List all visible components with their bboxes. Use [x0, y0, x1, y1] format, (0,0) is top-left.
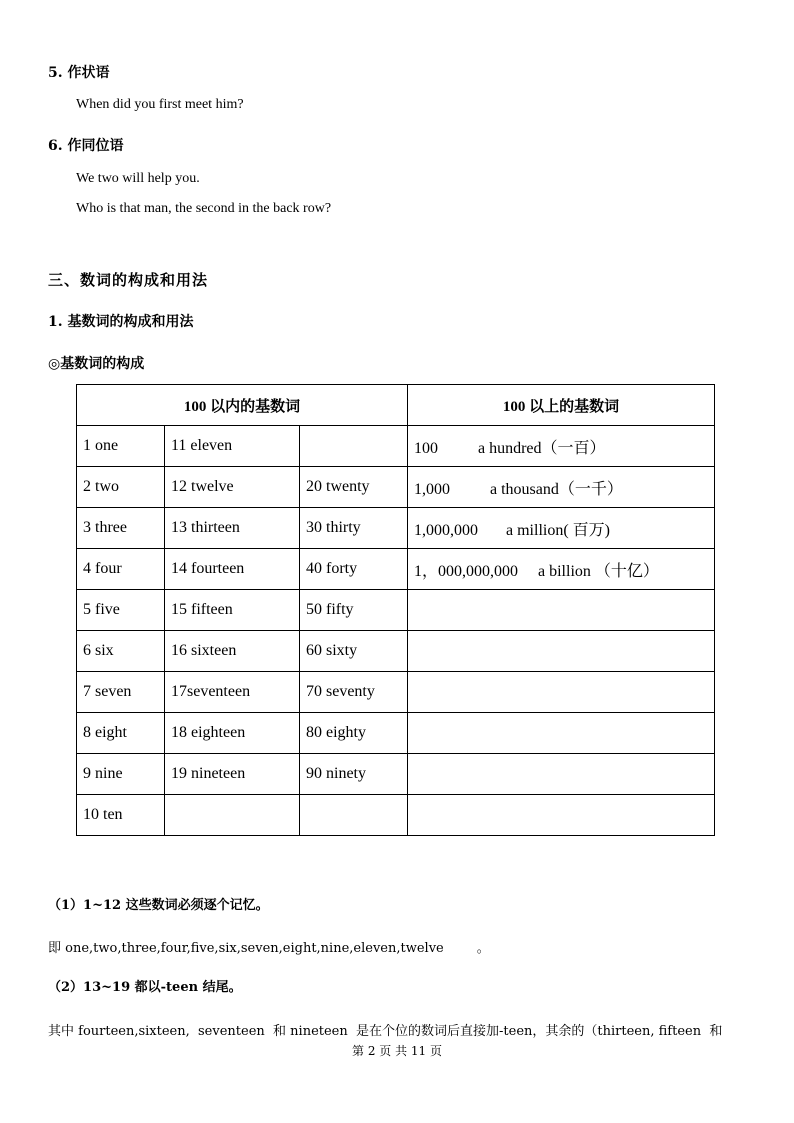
table-cell: 40 forty: [300, 549, 408, 590]
table-cell: 20 twenty: [300, 467, 408, 508]
table-cell: 15 fifteen: [165, 590, 300, 631]
table-cell: 1，000,000,000 a billion （十亿）: [408, 549, 715, 590]
table-cell: 14 fourteen: [165, 549, 300, 590]
table-cell: [408, 590, 715, 631]
table-row: [77, 590, 715, 631]
table-cell: [300, 795, 408, 836]
heading-item-5: 5. 作状语: [48, 65, 110, 81]
table-cell: [408, 795, 715, 836]
note-1-body: 即 one,two,three,four,five,six,seven,eight,nine,eleven,twelve 。: [48, 941, 490, 956]
table-cell: 11 eleven: [165, 426, 300, 467]
table-cell: 50 fifty: [300, 590, 408, 631]
sub-sub-title: ◎基数词的构成: [48, 356, 145, 372]
table-cell: 60 sixty: [300, 631, 408, 672]
table-cell: 80 eighty: [300, 713, 408, 754]
table-cell: 1 one: [77, 426, 165, 467]
table-cell: 18 eighteen: [165, 713, 300, 754]
table-row: [77, 631, 715, 672]
table-cell: [408, 713, 715, 754]
table-row: [77, 672, 715, 713]
table-cell: 19 nineteen: [165, 754, 300, 795]
table-cell: 100 a hundred（一百）: [408, 426, 715, 467]
table-cell: 10 ten: [77, 795, 165, 836]
sentence-item-5: When did you first meet him?: [76, 97, 244, 112]
table-cell: 7 seven: [77, 672, 165, 713]
table-cell: 5 five: [77, 590, 165, 631]
note-1-heading: （1）1~12 这些数词必须逐个记忆。: [48, 898, 269, 913]
table-row: [77, 795, 715, 836]
sentence-item-6a: We two will help you.: [76, 171, 200, 186]
table-cell: 1,000,000 a million( 百万): [408, 508, 715, 549]
cardinal-number-table: [76, 384, 715, 836]
table-header-row: [77, 385, 715, 426]
table-header-left: 100 以内的基数词: [77, 385, 408, 426]
sentence-item-6b: Who is that man, the second in the back row?: [76, 201, 332, 216]
table-cell: 70 seventy: [300, 672, 408, 713]
table-cell: [165, 795, 300, 836]
section-title: 三、数词的构成和用法: [48, 271, 209, 289]
sub-title: 1. 基数词的构成和用法: [48, 314, 194, 330]
table-row: [77, 549, 715, 590]
table-cell: 2 two: [77, 467, 165, 508]
table-cell: [408, 631, 715, 672]
table-cell: 1,000 a thousand（一千）: [408, 467, 715, 508]
note-2-heading: （2）13~19 都以-teen 结尾。: [48, 980, 242, 995]
table-cell: 12 twelve: [165, 467, 300, 508]
table-cell: 90 ninety: [300, 754, 408, 795]
table-cell: 6 six: [77, 631, 165, 672]
table-cell: [408, 754, 715, 795]
table-cell: 4 four: [77, 549, 165, 590]
table-cell: 30 thirty: [300, 508, 408, 549]
table-row: [77, 508, 715, 549]
table-header-right: 100 以上的基数词: [408, 385, 715, 426]
table-cell: 3 three: [77, 508, 165, 549]
table-cell: 8 eight: [77, 713, 165, 754]
table-row: [77, 754, 715, 795]
page-footer: 第 2 页 共 11 页: [352, 1044, 442, 1058]
table-row: [77, 467, 715, 508]
table-cell: 9 nine: [77, 754, 165, 795]
note-2-body: 其中 fourteen,sixteen, seventeen 和 nineteen 是在个位的数词后直接加-teen，其余的（thirteen, fifteen 和: [48, 1024, 723, 1039]
heading-item-6: 6. 作同位语: [48, 138, 124, 154]
table-cell: 13 thirteen: [165, 508, 300, 549]
table-cell: [300, 426, 408, 467]
table-cell: [408, 672, 715, 713]
table-row: [77, 713, 715, 754]
table-row: [77, 426, 715, 467]
table-cell: 16 sixteen: [165, 631, 300, 672]
table-cell: 17seventeen: [165, 672, 300, 713]
